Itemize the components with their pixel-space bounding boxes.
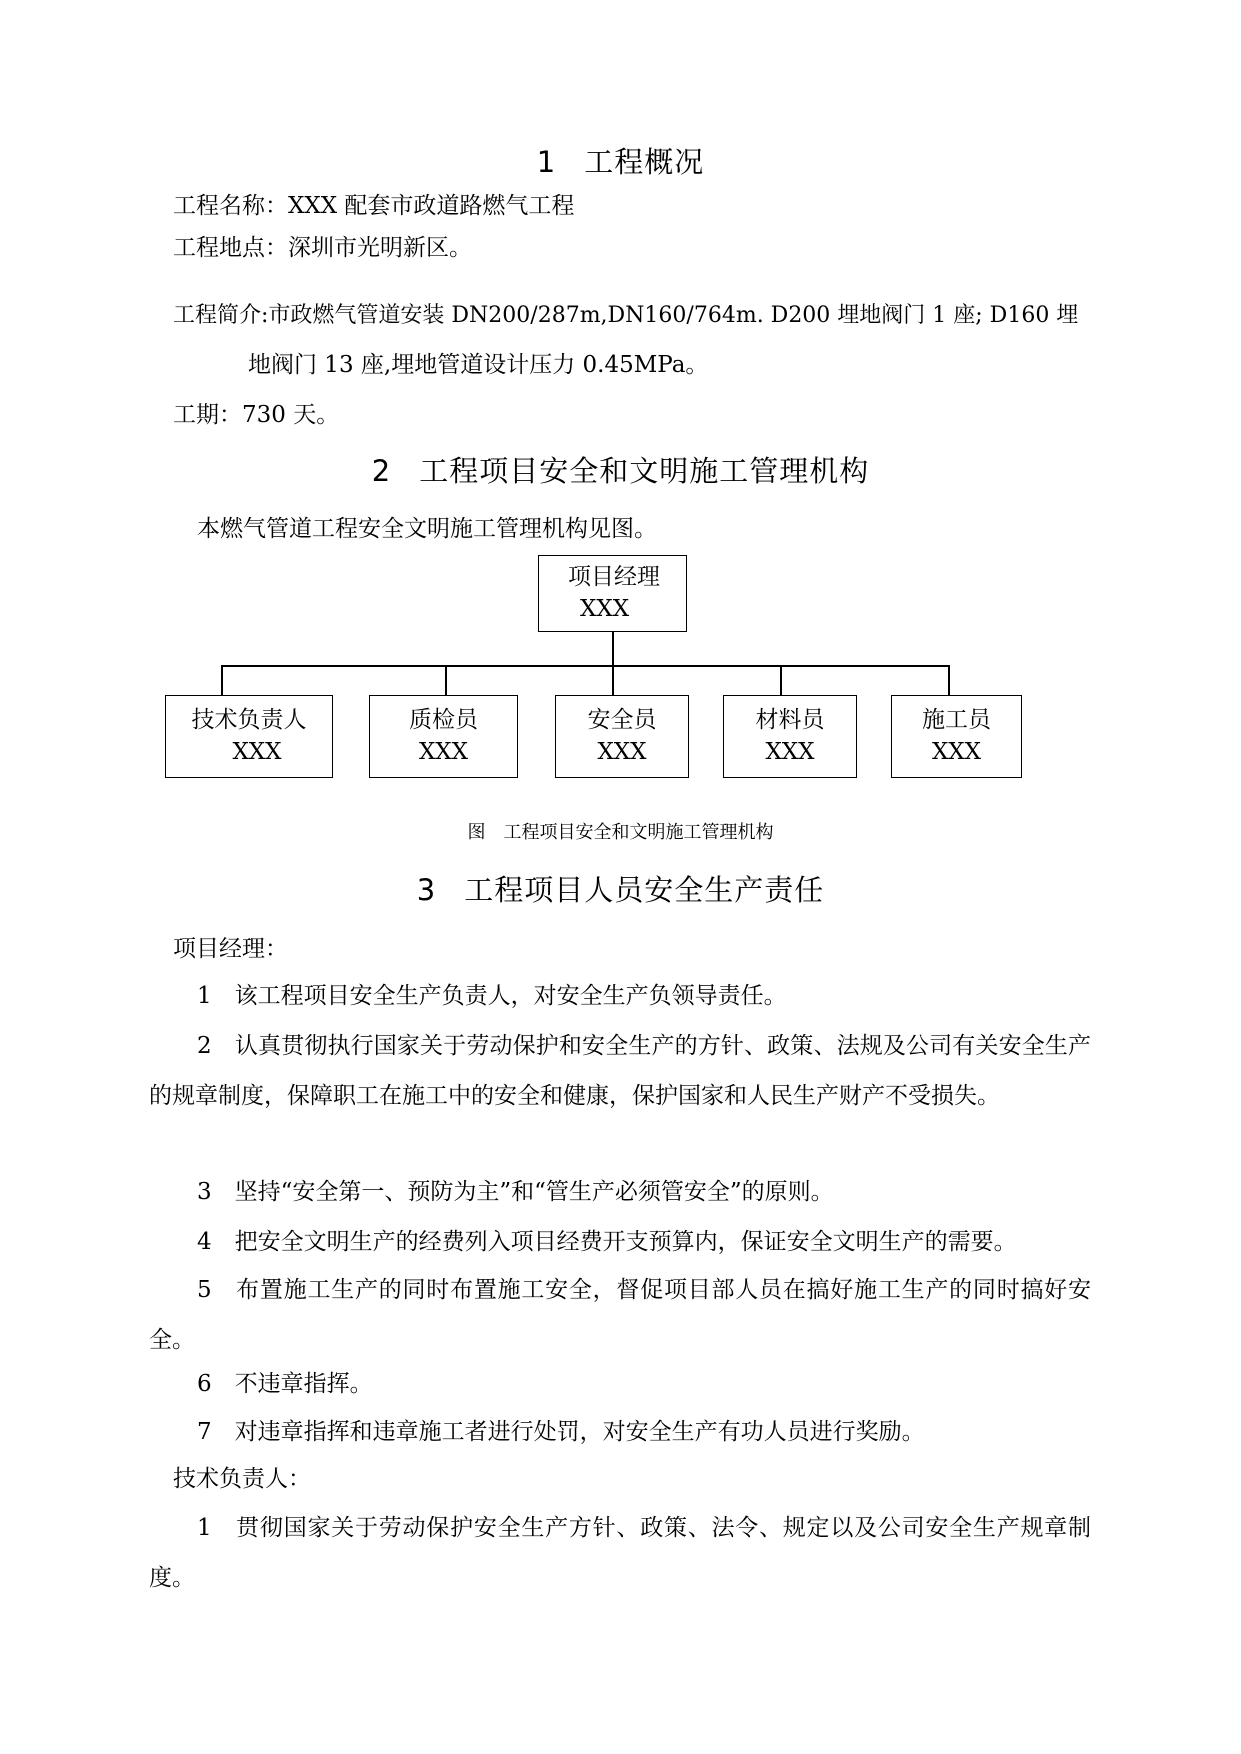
section-number: 2: [371, 454, 392, 488]
org-person: XXX: [765, 739, 815, 765]
project-period: 工期：730 天。: [173, 402, 340, 428]
org-person: XXX: [931, 739, 982, 765]
org-role: 施工员: [922, 707, 991, 733]
org-box-construction-officer: [891, 695, 1022, 778]
org-role: 技术负责人: [191, 707, 307, 733]
org-connector-vertical: [612, 632, 614, 666]
org-role: 安全员: [587, 707, 657, 733]
pm-item: 4 把安全文明生产的经费列入项目经费开支预算内，保证安全文明生产的需要。: [197, 1229, 1017, 1255]
org-connector-drop: [948, 665, 950, 695]
tech-heading: 技术负责人：: [173, 1466, 311, 1492]
org-role: 质检员: [409, 707, 478, 733]
section-title: 工程项目人员安全生产责任: [464, 873, 825, 907]
pm-item: 7 对违章指挥和违章施工者进行处罚，对安全生产有功人员进行奖励。: [197, 1419, 925, 1445]
pm-item: 6 不违章指挥。: [197, 1371, 373, 1397]
pm-item: 5 布置施工生产的同时布置施工安全，督促项目部人员在搞好施工生产的同时搞好安全。: [149, 1277, 1091, 1353]
project-intro-line2: 地阀门 13 座,埋地管道设计压力 0.45MPa。: [248, 352, 709, 378]
org-connector-drop: [445, 665, 447, 695]
org-person: XXX: [418, 739, 469, 765]
section-number: 3: [416, 873, 437, 907]
org-box-materials-officer: [723, 695, 857, 778]
section-2-heading: [0, 453, 1241, 489]
org-connector-horizontal: [221, 665, 950, 667]
org-box-quality-inspector: [369, 695, 518, 778]
org-person: XXX: [580, 596, 630, 622]
pm-heading: 项目经理：: [173, 936, 288, 962]
org-role: 材料员: [755, 707, 825, 733]
org-connector-drop: [612, 665, 614, 695]
pm-item: 1 该工程项目安全生产负责人，对安全生产负领导责任。: [197, 983, 787, 1009]
section-title: 工程概况: [584, 145, 705, 179]
org-person: XXX: [232, 739, 282, 765]
org-box-safety-officer: [555, 695, 689, 778]
section-title: 工程项目安全和文明施工管理机构: [419, 454, 870, 488]
org-intro: 本燃气管道工程安全文明施工管理机构见图。: [197, 516, 657, 542]
org-connector-drop: [780, 665, 782, 695]
section-1-heading: [0, 144, 1241, 180]
pm-item: 3 坚持“安全第一、预防为主”和“管生产必须管安全”的原则。: [197, 1179, 834, 1205]
project-location: 工程地点：深圳市光明新区。: [173, 235, 472, 261]
org-box-technical-lead: [165, 695, 333, 778]
section-number: 1: [536, 145, 557, 179]
section-3-heading: [0, 872, 1241, 908]
project-intro-line1: 工程简介:市政燃气管道安装 DN200/287m,DN160/764m. D200 埋地阀门 1 座; D160 埋: [173, 303, 1079, 328]
project-name: 工程名称：XXX 配套市政道路燃气工程: [173, 193, 575, 219]
org-box-project-manager: [538, 555, 687, 632]
tech-item: 1 贯彻国家关于劳动保护安全生产方针、政策、法令、规定以及公司安全生产规章制度。: [149, 1515, 1091, 1591]
org-connector-drop: [221, 665, 223, 695]
org-role: 项目经理: [568, 564, 660, 590]
org-person: XXX: [597, 739, 647, 765]
pm-item: 2 认真贯彻执行国家关于劳动保护和安全生产的方针、政策、法规及公司有关安全生产的规章制度，保障职工在施工中的安全和健康，保护国家和人民生产财产不受损失。: [149, 1033, 1091, 1109]
figure-caption: 图 工程项目安全和文明施工管理机构: [467, 822, 774, 843]
